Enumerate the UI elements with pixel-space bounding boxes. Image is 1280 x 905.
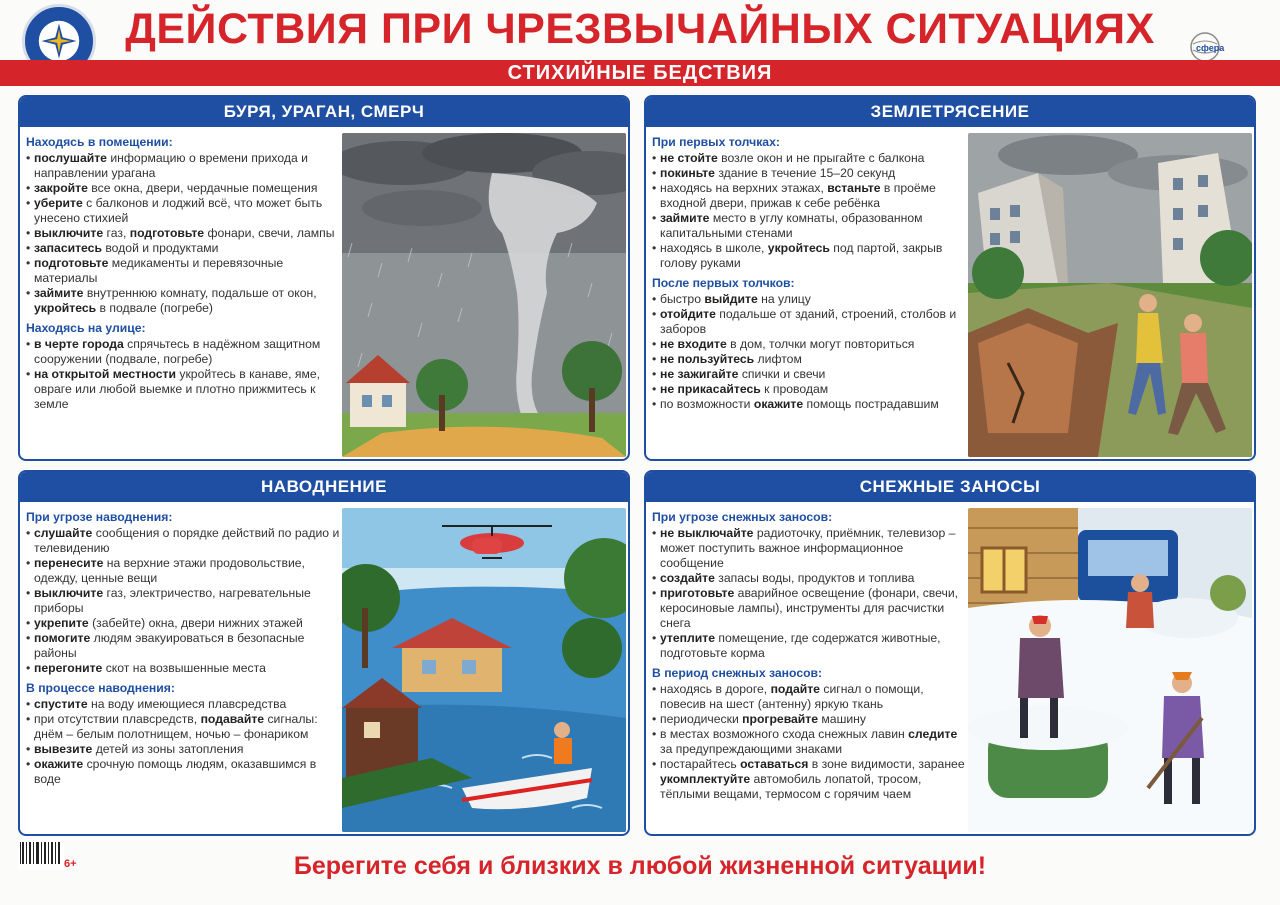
instruction-item [652, 352, 966, 367]
instruction-keyword: прогревайте [742, 712, 819, 726]
instruction-text: место в углу комнаты, образованном капитальными стенами [660, 211, 923, 240]
section-heading: При первых толчках: [652, 135, 780, 149]
instruction-keyword: перенесите [34, 556, 104, 570]
instruction-keyword: укомплектуйте [660, 772, 751, 786]
instruction-item [26, 712, 340, 742]
instruction-text: с балконов и лоджий всё, что может быть унесено стихией [34, 196, 323, 225]
instruction-text: (забейте) окна, двери нижних этажей [88, 616, 303, 630]
instruction-text: в зоне видимости, заранее [808, 757, 965, 771]
instruction-item [652, 727, 966, 757]
instruction-keyword: подавайте [200, 712, 265, 726]
publisher-name: сфера [1196, 43, 1225, 53]
instruction-text: в проёме входной двери, прижав к себе ребёнка [660, 181, 936, 210]
instruction-keyword: окажите [34, 757, 84, 771]
instruction-keyword: подготовьте [34, 256, 109, 270]
instruction-item [26, 256, 340, 286]
instruction-keyword: послушайте [34, 151, 107, 165]
instruction-keyword: займите [34, 286, 84, 300]
footer-slogan: Берегите себя и близких в любой жизненной ситуации! [293, 852, 987, 880]
instruction-item [652, 166, 966, 181]
panel-storm [18, 95, 630, 461]
instruction-item [26, 616, 340, 631]
instruction-keyword: укройтесь [34, 301, 97, 315]
instruction-keyword: не стойте [660, 151, 718, 165]
section-heading: После первых толчков: [652, 276, 795, 290]
instruction-item [652, 586, 966, 631]
instruction-item [26, 757, 340, 787]
instruction-item [652, 367, 966, 382]
instruction-keyword: не прикасайтесь [660, 382, 761, 396]
instruction-text: людям эвакуироваться в безопасные районы [34, 631, 305, 660]
instruction-item [26, 661, 340, 676]
instruction-text: за предупреждающими знаками [660, 742, 843, 756]
flood-illustration [342, 508, 626, 832]
tornado-illustration [342, 133, 626, 457]
instruction-keyword: утеплите [660, 631, 716, 645]
instruction-text: газ, электричество, нагревательные приборы [34, 586, 311, 615]
instruction-text: срочную помощь людям, оказавшимся в воде [34, 757, 317, 786]
instruction-list [652, 151, 966, 271]
barcode [18, 840, 64, 870]
instruction-text: находясь в школе, [660, 241, 768, 255]
instruction-item [652, 181, 966, 211]
instruction-text: здание в течение 15–20 секунд [714, 166, 896, 180]
instruction-text: укройтесь в канаве, яме, овраге или любой выемке и плотно прижмитесь к земле [34, 367, 320, 411]
instruction-text: информацию о времени прихода и направлении урагана [34, 151, 308, 180]
instruction-item [652, 337, 966, 352]
instruction-keyword: слушайте [34, 526, 93, 540]
instruction-text: радиоточку, приёмник, телевизор – может поступить важное информационное сообщение [660, 526, 956, 570]
instruction-text: водой и продуктами [101, 241, 219, 255]
instruction-text: периодически [660, 712, 743, 726]
instruction-list [26, 526, 340, 676]
instruction-item [26, 286, 340, 316]
instruction-text: скот на возвышенные места [102, 661, 266, 675]
instruction-keyword: следите [908, 727, 958, 741]
instruction-item [652, 682, 966, 712]
panel-title: БУРЯ, УРАГАН, СМЕРЧ [20, 97, 628, 127]
instruction-keyword: подготовьте [129, 226, 205, 240]
instruction-item [26, 226, 340, 241]
instruction-text: быстро [660, 292, 705, 306]
instruction-text: в дом, толчки могут повториться [726, 337, 915, 351]
instruction-item [652, 292, 966, 307]
instruction-text: фонари, свечи, лампы [204, 226, 335, 240]
instruction-keyword: укройтесь [767, 241, 830, 255]
panel-text [26, 508, 340, 787]
instruction-list [26, 337, 340, 412]
instruction-keyword: оставаться [740, 757, 809, 771]
instruction-text: автомобиль лопатой, тросом, тёплыми вещами, термосом с горячим чаем [660, 772, 922, 801]
instruction-keyword: выключите [34, 226, 104, 240]
instruction-item [26, 181, 340, 196]
section-heading: При угрозе наводнения: [26, 510, 173, 524]
instruction-text: к проводам [760, 382, 829, 396]
instruction-text: сигнал о помощи, повесив на шест (антенну) яркую ткань [660, 682, 924, 711]
instruction-item [652, 712, 966, 727]
instruction-text: возле окон и не прыгайте с балкона [717, 151, 925, 165]
instruction-text: находясь в дороге, [660, 682, 771, 696]
panel-title: СНЕЖНЫЕ ЗАНОСЫ [646, 472, 1254, 502]
age-rating: 6+ [64, 858, 77, 870]
instruction-text: в местах возможного схода снежных лавин [660, 727, 909, 741]
instruction-text: на улицу [757, 292, 811, 306]
instruction-keyword: встаньте [827, 181, 881, 195]
instruction-text: в подвале (погребе) [96, 301, 213, 315]
instruction-text: машину [818, 712, 866, 726]
panel-text [652, 508, 966, 802]
instruction-item [652, 211, 966, 241]
instruction-item [26, 151, 340, 181]
instruction-item [652, 571, 966, 586]
instruction-item [26, 241, 340, 256]
panel-title: ЗЕМЛЕТРЯСЕНИЕ [646, 97, 1254, 127]
instruction-item [26, 367, 340, 412]
instruction-text: детей из зоны затопления [92, 742, 244, 756]
section-heading: В период снежных заносов: [652, 666, 823, 680]
instruction-keyword: уберите [34, 196, 83, 210]
instruction-keyword: запаситесь [34, 241, 102, 255]
instruction-text: при отсутствии плавсредств, [34, 712, 201, 726]
instruction-text: аварийное освещение (фонари, свечи, керосиновые лампы), инструменты для расчистки снега [660, 586, 959, 630]
instruction-text: на воду имеющиеся плавсредства [87, 697, 287, 711]
instruction-text: спички и свечи [738, 367, 826, 381]
earthquake-illustration [968, 133, 1252, 457]
instruction-text: сигналы: днём – белым полотнищем, ночью – фонариком [34, 712, 318, 741]
instruction-item [26, 526, 340, 556]
section-heading: Находясь в помещении: [26, 135, 173, 149]
instruction-text: помощь пострадавшим [803, 397, 939, 411]
instruction-list [26, 151, 340, 316]
instruction-text: лифтом [754, 352, 802, 366]
instruction-text: помещение, где содержатся животные, подготовьте корма [660, 631, 941, 660]
instruction-text: запасы воды, продуктов и топлива [714, 571, 915, 585]
instruction-text: по возможности [660, 397, 754, 411]
section-heading: Находясь на улице: [26, 321, 146, 335]
instruction-item [26, 337, 340, 367]
instruction-keyword: не выключайте [660, 526, 754, 540]
instruction-keyword: не пользуйтесь [660, 352, 755, 366]
instruction-keyword: выйдите [704, 292, 758, 306]
instruction-keyword: помогите [34, 631, 91, 645]
instruction-keyword: вывезите [34, 742, 93, 756]
instruction-text: все окна, двери, чердачные помещения [87, 181, 318, 195]
instruction-keyword: в черте города [34, 337, 124, 351]
instruction-keyword: создайте [660, 571, 715, 585]
instruction-keyword: приготовьте [660, 586, 735, 600]
instruction-keyword: на открытой местности [34, 367, 176, 381]
instruction-item [652, 151, 966, 166]
instruction-text: спрячьтесь в надёжном защитном сооружении (подвале, погребе) [34, 337, 321, 366]
section-heading: В процессе наводнения: [26, 681, 175, 695]
instruction-keyword: отойдите [660, 307, 716, 321]
instruction-list [652, 682, 966, 802]
instruction-item [26, 586, 340, 616]
instruction-text: постарайтесь [660, 757, 741, 771]
snowstorm-illustration [968, 508, 1252, 832]
instruction-item [652, 526, 966, 571]
instruction-item [652, 241, 966, 271]
instruction-item [26, 742, 340, 757]
instruction-list [652, 526, 966, 661]
instruction-keyword: окажите [753, 397, 804, 411]
instruction-text: на верхние этажи продовольствие, одежду, ценные вещи [34, 556, 305, 585]
instruction-text: газ, [103, 226, 130, 240]
instruction-list [652, 292, 966, 412]
panel-text [652, 133, 966, 412]
poster-title: ДЕЙСТВИЯ ПРИ ЧРЕЗВЫЧАЙНЫХ СИТУАЦИЯХ [125, 5, 1155, 53]
panel-title: НАВОДНЕНИЕ [20, 472, 628, 502]
instruction-keyword: закройте [34, 181, 88, 195]
instruction-keyword: спустите [34, 697, 88, 711]
section-heading: При угрозе снежных заносов: [652, 510, 833, 524]
sfera-publisher-logo [1190, 30, 1260, 64]
instruction-keyword: не входите [660, 337, 727, 351]
instruction-text: сообщения о порядке действий по радио и телевидению [34, 526, 340, 555]
instruction-text: внутреннюю комнату, подальше от окон, [83, 286, 317, 300]
panel-snow [644, 470, 1256, 836]
instruction-keyword: выключите [34, 586, 104, 600]
instruction-text: медикаменты и перевязочные материалы [34, 256, 284, 285]
instruction-text: находясь на верхних этажах, [660, 181, 828, 195]
instruction-keyword: не зажигайте [660, 367, 739, 381]
instruction-item [652, 631, 966, 661]
instruction-item [652, 397, 966, 412]
instruction-text: подальше от зданий, строений, столбов и заборов [660, 307, 957, 336]
instruction-item [652, 382, 966, 397]
instruction-item [26, 697, 340, 712]
panel-earthquake [644, 95, 1256, 461]
instruction-item [652, 307, 966, 337]
instruction-item [26, 556, 340, 586]
instruction-text: под партой, закрыв голову руками [660, 241, 943, 270]
instruction-item [26, 631, 340, 661]
instruction-keyword: покиньте [660, 166, 715, 180]
instruction-item [26, 196, 340, 226]
poster-subtitle: СТИХИЙНЫЕ БЕДСТВИЯ [507, 62, 773, 84]
instruction-list [26, 697, 340, 787]
instruction-keyword: укрепите [34, 616, 89, 630]
instruction-keyword: подайте [770, 682, 820, 696]
instruction-keyword: займите [660, 211, 710, 225]
instruction-keyword: перегоните [34, 661, 103, 675]
panel-text [26, 133, 340, 412]
panel-flood [18, 470, 630, 836]
instruction-item [652, 757, 966, 802]
